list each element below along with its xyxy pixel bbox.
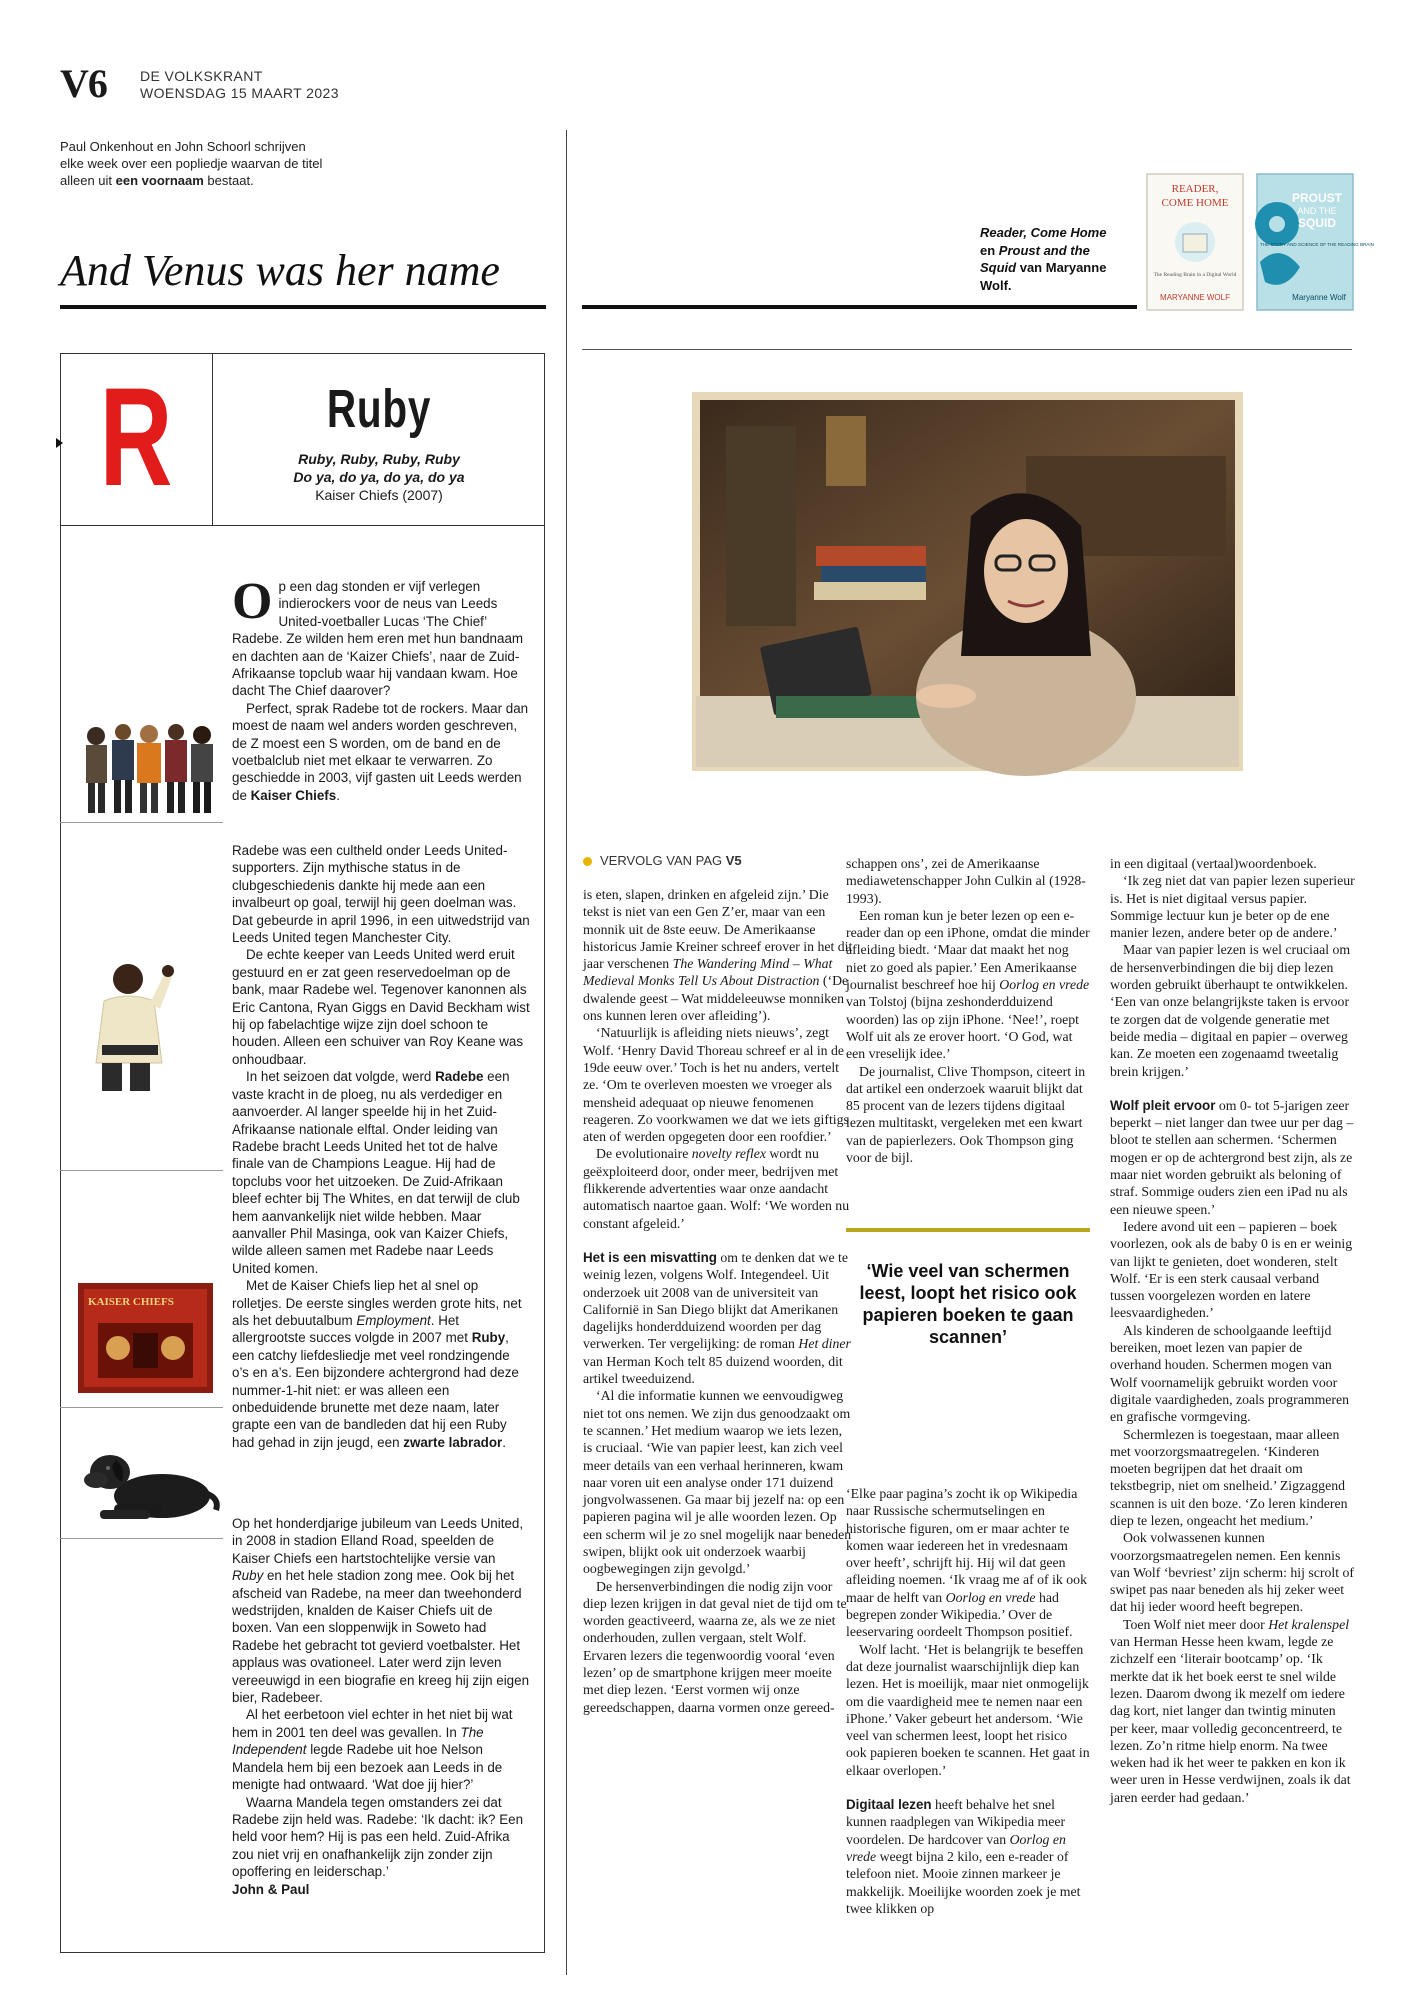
author-signature: John & Paul [232, 1881, 310, 1897]
paragraph: ‘Natuurlijk is afleiding niets nieuws’, zegt Wolf. ‘Henry David Thoreau schreef er al in de 19de eeuw over.’ Toch is het nu anders, vertelt ze. ‘Om te overleven moesten we vroeger als mensheid adequaat op nieuwe fenomenen reageren. Zo voorkwamen we dat we iets giftigs aten of werden opgegeten door een roofdier.’ [583, 1025, 849, 1145]
article-column [583, 886, 853, 1716]
album-cover-photo [78, 1283, 213, 1393]
paragraph: De echte keeper van Leeds United werd eruit gestuurd en er zat geen reservedoelman op de bank, maar Radebe wel. Tegenover kanonnen als Eric Cantona, Ryan Giggs en David Beckham wist hij op fabelachtige wijze zijn doel schoon te houden. Alleen een schuiver van Roy Keane was onhoudbaar. [232, 947, 530, 1067]
author-photo [696, 396, 1239, 767]
album-cover-lettering: KAISER CHIEFS [88, 1296, 174, 1308]
paragraph: is eten, slapen, drinken en afgeleid zijn.’ Die tekst is niet van een Gen Z’er, maar van een monnik uit de 8ste eeuw. De Amerikaanse historicus Jamie Kreiner schreef erover in het dit jaar verschenen The Wandering Mind – What Medieval Monks Tell Us About Distraction (‘De dwalende geest – Wat middeleeuwse monniken ons kunnen leren over afleiding’). [583, 887, 853, 1024]
continuation-marker: VERVOLG VAN PAG V5 [583, 853, 853, 868]
song-artist: Kaiser Chiefs (2007) [315, 487, 443, 503]
paragraph: Het is een misvatting om te denken dat we te weinig lezen, volgens Wolf. Integendeel. Uit onderzoek uit 2008 van de universiteit van Californië in San Diego blijkt dat Amerikanen dagelijks honderdduizend woorden per dag verwerken. Ter vergelijking: de roman Het diner van Herman Koch telt 85 duizend woorden, dit artikel tweeduizend. [583, 1249, 851, 1387]
paragraph: Als kinderen de schoolgaande leeftijd bereiken, moet lezen van papier de overhand houden. Schermen mogen van Wolf voornamelijk gebruikt worden voor digitale vaardigheden, zoals programmeren en grafische vormgeving. [1110, 1322, 1350, 1425]
book-caption: Reader, Come Home en Proust and the Squid van Maryanne Wolf. [980, 225, 1107, 293]
paragraph: Wolf pleit ervoor om 0- tot 5-jarigen zeer beperkt – niet langer dan twee uur per dag – bloot te stellen aan schermen. ‘Schermen mogen er op de achtergrond best zijn, als ze maar niet worden gebruikt als beloning of straf. Sommige ouders zien een iPad nu als een nieuwe speen.’ [1110, 1097, 1354, 1217]
photo-separator [60, 1170, 223, 1171]
paragraph: Wolf lacht. ‘Het is belangrijk te beseffen dat deze journalist waarschijnlijk diep kan lezen. Het is moeilijk, maar niet onmogelijk om die vaardigheid mee te nemen naar een iPhone.’ Vaker gebeurt het andersom. ‘Wie veel van schermen leest, loopt het risico ook papieren boeken te scannen. Het gaat in elkaar overlopen.’ [846, 1641, 1090, 1778]
paragraph: schappen ons’, zei de Amerikaanse mediawetenschapper John Culkin al (1928-1993). [846, 856, 1086, 906]
band-photo [78, 712, 220, 814]
article-column [846, 855, 1090, 1166]
pull-quote: ‘Wie veel van schermen leest, loopt het risico ook papieren boeken te gaan scannen’ [859, 1261, 1077, 1347]
band-member [165, 724, 187, 813]
intro-line: alleen uit een voornaam bestaat. [60, 173, 254, 188]
page-number: V6 [60, 61, 107, 106]
photo-separator [60, 822, 223, 823]
song-header-divider [60, 525, 545, 526]
paragraph: De journalist, Clive Thompson, citeert in dat artikel een onderzoek waaruit blijkt dat 85 procent van de lezers tijdens digitaal lezen multitaskt, vergeleken met een kwart van de papierlezers. Ook Thompson ging voor de bijl. [846, 1063, 1086, 1166]
header-rule [582, 305, 1137, 309]
book-title-line: READER, [1171, 183, 1219, 195]
paragraph: Toen Wolf niet meer door Het kralenspel van Herman Hesse heen kwam, legde ze zichzelf een ‘literair bootcamp’ op. ‘Ik merkte dat ik het boek eerst te snel wilde lezen. Daarom dwong ik mezelf om iedere dag kort, niet langer dan twintig minuten per keer, maar volledig geconcentreerd, te lezen. Zo’n ritme hielp enorm. Na twee weken had ik het weer te pakken en kon ik weer uren in Hesse verdwijnen, zoals ik dat jaren eerder had gedaan.’ [1110, 1616, 1351, 1805]
article-text-block [232, 842, 530, 1451]
article-column [1110, 855, 1356, 1806]
intro-line: elke week over een popliedje waarvan de titel [60, 156, 323, 171]
book-subtitle: The Reading Brain in a Digital World [1153, 272, 1237, 278]
song-lyric: Ruby, Ruby, Ruby, Ruby [298, 451, 460, 467]
paragraph: Al het eerbetoon viel echter in het niet bij wat hem in 2001 ten deel was gevallen. In The Independent legde Radebe uit hoe Nelson Mandela hem bij een bezoek aan Leeds in de menigte had ontwaard. ‘Wat doe jij hier?’ [232, 1707, 513, 1793]
paragraph: ‘Al die informatie kunnen we eenvoudigweg niet tot ons nemen. We zijn dus genoodzaakt om te scannen.’ Het medium waarop we iets lezen, is cruciaal. ‘Wie van papier leest, kan zich veel meer details van een verhaal herinneren, kwam naar voren uit een analyse onder 171 duizend jongvolwassenen. Ga maar bij jezelf na: op een papieren pagina wil je alle woorden lezen. Op een scherm wil je zo snel mogelijk naar beneden swipen, blijkt ook uit onderzoek waarbij oogbewegingen zijn gevolgd.’ [583, 1388, 852, 1577]
book-title-line: COME HOME [1161, 197, 1229, 209]
drop-cap: O [232, 573, 273, 630]
paragraph: Op een dag stonden er vijf verlegen indierockers voor de neus van Leeds United-voetballer Lucas ‘The Chief’ Radebe. Ze wilden hem eren met hun bandnaam en dachten aan de ‘Kaizer Chiefs’, naar de Zuid-Afrikaanse topclub waar hij vandaan kwam. Hoe dacht The Chief daarover? [232, 573, 524, 699]
article-text-block [232, 1515, 530, 1898]
song-lyric: Do ya, do ya, do ya, do ya [293, 469, 465, 485]
paragraph: ‘Elke paar pagina’s zocht ik op Wikipedia naar Russische schermutselingen en historische figuren, om er maar achter te komen waar iedereen het in vredesnaam over heeft’, schrijft hij. Hij wil dat geen afleiding noemen. ‘Ik vraag me af of ik ook maar de helft van Oorlog en vrede had begrepen zonder Wikipedia.’ Over de leeservaring oordeelt Thompson positief. [846, 1486, 1087, 1640]
photo-separator [60, 1407, 223, 1408]
title-rule [60, 305, 546, 309]
paragraph: Op het honderdjarige jubileum van Leeds United, in 2008 in stadion Elland Road, speelden de Kaiser Chiefs een hartstochtelijke versie van Ruby en het hele stadion zong mee. Ook bij het afscheid van Radebe, na meer dan tweehonderd wedstrijden, knalden de Kaiser Chiefs uit de boxen. Van een sloppenwijk in Soweto had Radebe het gebracht tot gevierd voetbalster. Het applaus was ovationeel. Later werd zijn leven vereeuwigd in een biografie en kreeg hij zijn eigen bier, Radebeer. [232, 1516, 530, 1706]
paragraph: Met de Kaiser Chiefs liep het al snel op rolletjes. De eerste singles werden grote hits, net als het debuutalbum Employment. Het allergrootste succes volgde in 2007 met Ruby, een catchy liefdesliedje met veel rondzingende o’s en a’s. Een bijzondere achtergrond had deze nummer-1-hit niet: er was alleen een onbeduidende brunette met deze naam, later grapte een van de bandleden dat hij een Ruby had gehad in zijn jeugd, een zwarte labrador. [232, 1278, 522, 1450]
paragraph: ‘Ik zeg niet dat van papier lezen superieur is. Het is niet digitaal versus papier. Sommige lectuur kun je beter op de ene manier lezen, andere beter op de andere.’ [1110, 873, 1355, 941]
paragraph: In het seizoen dat volgde, werd Radebe een vaste kracht in de ploeg, nu als verdediger en aanvoerder. Al langer speelde hij in het Zuid-Afrikaanse nationale elftal. Onder leiding van Radebe bracht Leeds United het tot de halve finale van de Champions League. Hij had de topclubs voor het uitzoeken. De Zuid-Afrikaan bleef echter bij The Whites, en dat terwijl de club hem aanvankelijk niet wilde hebben. Maar aanvaller Phil Masinga, ook van Kaizer Chiefs, wilde alleen samen met Radebe naar Leeds United komen. [232, 1069, 520, 1276]
paragraph: Perfect, sprak Radebe tot de rockers. Maar dan moest de naam wel anders worden geschreven, de Z moest een S worden, om de band en de voetbalclub niet met elkaar te verwarren. Zo geschiedde in 2003, vijf gasten uit Leeds werden de Kaiser Chiefs. [232, 700, 529, 803]
paragraph: De hersenverbindingen die nodig zijn voor diep lezen krijgen in dat geval niet de tijd om te worden geactiveerd, waarna ze, als we ze niet onderhouden, zullen vergaan, stelt Wolf. Ervaren lezers die tegenwoordig vooral ‘even lezen’ op de smartphone krijgen meer moeite met diep lezen. ‘Eerst vormen wij onze gereedschappen, daarna vormen onze gereed- [583, 1578, 847, 1715]
article-text-block [232, 573, 530, 804]
newspaper-name: DE VOLKSKRANT [140, 68, 263, 84]
pull-quote-rule [846, 1228, 1090, 1232]
paragraph: Radebe was een cultheld onder Leeds United-supporters. Zijn mythische status in de clubgeschiedenis dankte hij mede aan een invalbeurt op goal, terwijl hij geen doelman was. Dat gebeurde in april 1996, in een uitwedstrijd van Leeds United tegen Manchester City. [232, 843, 530, 946]
paragraph: Ook volwassenen kunnen voorzorgsmaatregelen nemen. Een kennis van Wolf ‘bevriest’ zijn scherm: hij scrolt of swipet pas naar beneden als hij zeker weet dat hij ieder woord heeft begrepen. [1110, 1530, 1354, 1615]
section-title: And Venus was her name [60, 246, 500, 295]
book-cover-reader-come-home [1145, 172, 1245, 312]
book-cover-proust-and-the-squid [1255, 172, 1375, 312]
book-subtitle: THE STORY AND SCIENCE OF THE READING BRAIN [1259, 242, 1375, 247]
intro-line: Paul Onkenhout en John Schoorl schrijven [60, 139, 306, 154]
paragraph: De evolutionaire novelty reflex wordt nu geëxploiteerd door, onder meer, bedrijven met flikkerende advertenties waar onze aandacht automatisch naartoe gaan. Wolf: ‘We worden nu constant afgeleid.’ [583, 1146, 850, 1231]
column-intro [60, 138, 390, 189]
song-title: Ruby [326, 379, 432, 439]
band-member [191, 726, 213, 813]
photo-separator [60, 1538, 223, 1539]
column-divider [566, 130, 567, 1975]
publication-date: WOENSDAG 15 MAART 2023 [140, 85, 339, 101]
header-thin-rule [582, 349, 1352, 350]
paragraph: Iedere avond uit een – papieren – boek voorlezen, ook als de baby 0 is en er weinig van lijkt te genieten, doet wonderen, stelt Wolf. ‘Er is een sterk causaal verband tussen voorgelezen worden en latere leesvaardigheden.’ [1110, 1218, 1353, 1321]
paragraph: Schermlezen is toegestaan, maar alleen met voorzorgsmaatregelen. ‘Kinderen moeten begrijpen dat het draait om tekstbegrip, niet om snelheid.’ Zigzaggend scannen is uit den boze. ‘Zo leren kinderen diep te lezen, ongeacht het medium.’ [1110, 1426, 1348, 1528]
paragraph: in een digitaal (vertaal)woordenboek. [1110, 856, 1317, 871]
paragraph: Maar van papier lezen is wel cruciaal om de hersenverbindingen die bij diep lezen worden gebruikt überhaupt te ontwikkelen. ‘Een van onze belangrijkste taken is ervoor te zorgen dat de volgende generatie met beide media – digitaal en papier – overweg kan. Ze moeten een zogenaamd tweetalig brein krijgen.’ [1110, 942, 1351, 1079]
book-author: MARYANNE WOLF [1160, 293, 1230, 302]
paragraph: Een roman kun je beter lezen op een e-reader dan op een iPhone, omdat die minder afleiding biedt. ‘Maar dat maakt het nog niet zo goed als papier.’ Een Amerikaanse journalist beschreef hoe hij Oorlog en vrede van Tolstoj (bijna zeshonderdduizend woorden) las op zijn iPhone. ‘Nee!’, roept Wolf uit als ze erover hoort. ‘O God, wat een vreselijk idee.’ [846, 907, 1090, 1062]
paragraph: Waarna Mandela tegen omstanders zei dat Radebe zijn held was. Radebe: ‘Ik dacht: ik? Een held voor hem? Hij is pas een held. Zuid-Afrika zou niet vrij en onafhankelijk zijn zonder zijn opoffering en leiderschap.’ [232, 1794, 524, 1880]
band-member [86, 727, 107, 813]
masthead [140, 68, 339, 102]
footballer-photo [86, 953, 186, 1093]
band-member [137, 725, 161, 813]
book-title-line: PROUST [1291, 191, 1343, 205]
alphabet-letter: R [99, 358, 173, 515]
book-title-line: AND THE [1297, 206, 1337, 216]
book-title-line: SQUID [1297, 216, 1337, 230]
article-column [846, 1485, 1090, 1917]
paragraph: Digitaal lezen heeft behalve het snel kunnen raadplegen van Wikipedia meer voordelen. De hardcover van Oorlog en vrede weegt bijna 2 kilo, een e-reader of telefoon niet. Mooie zinnen markeer je makkelijk. Moeilijke woorden zoek je met twee klikken op [846, 1797, 1081, 1916]
band-member [112, 724, 134, 813]
pointer-arrow-icon [56, 438, 63, 448]
bullet-dot-icon [583, 857, 592, 866]
book-author: Maryanne Wolf [1292, 293, 1346, 302]
labrador-photo [70, 1438, 220, 1535]
